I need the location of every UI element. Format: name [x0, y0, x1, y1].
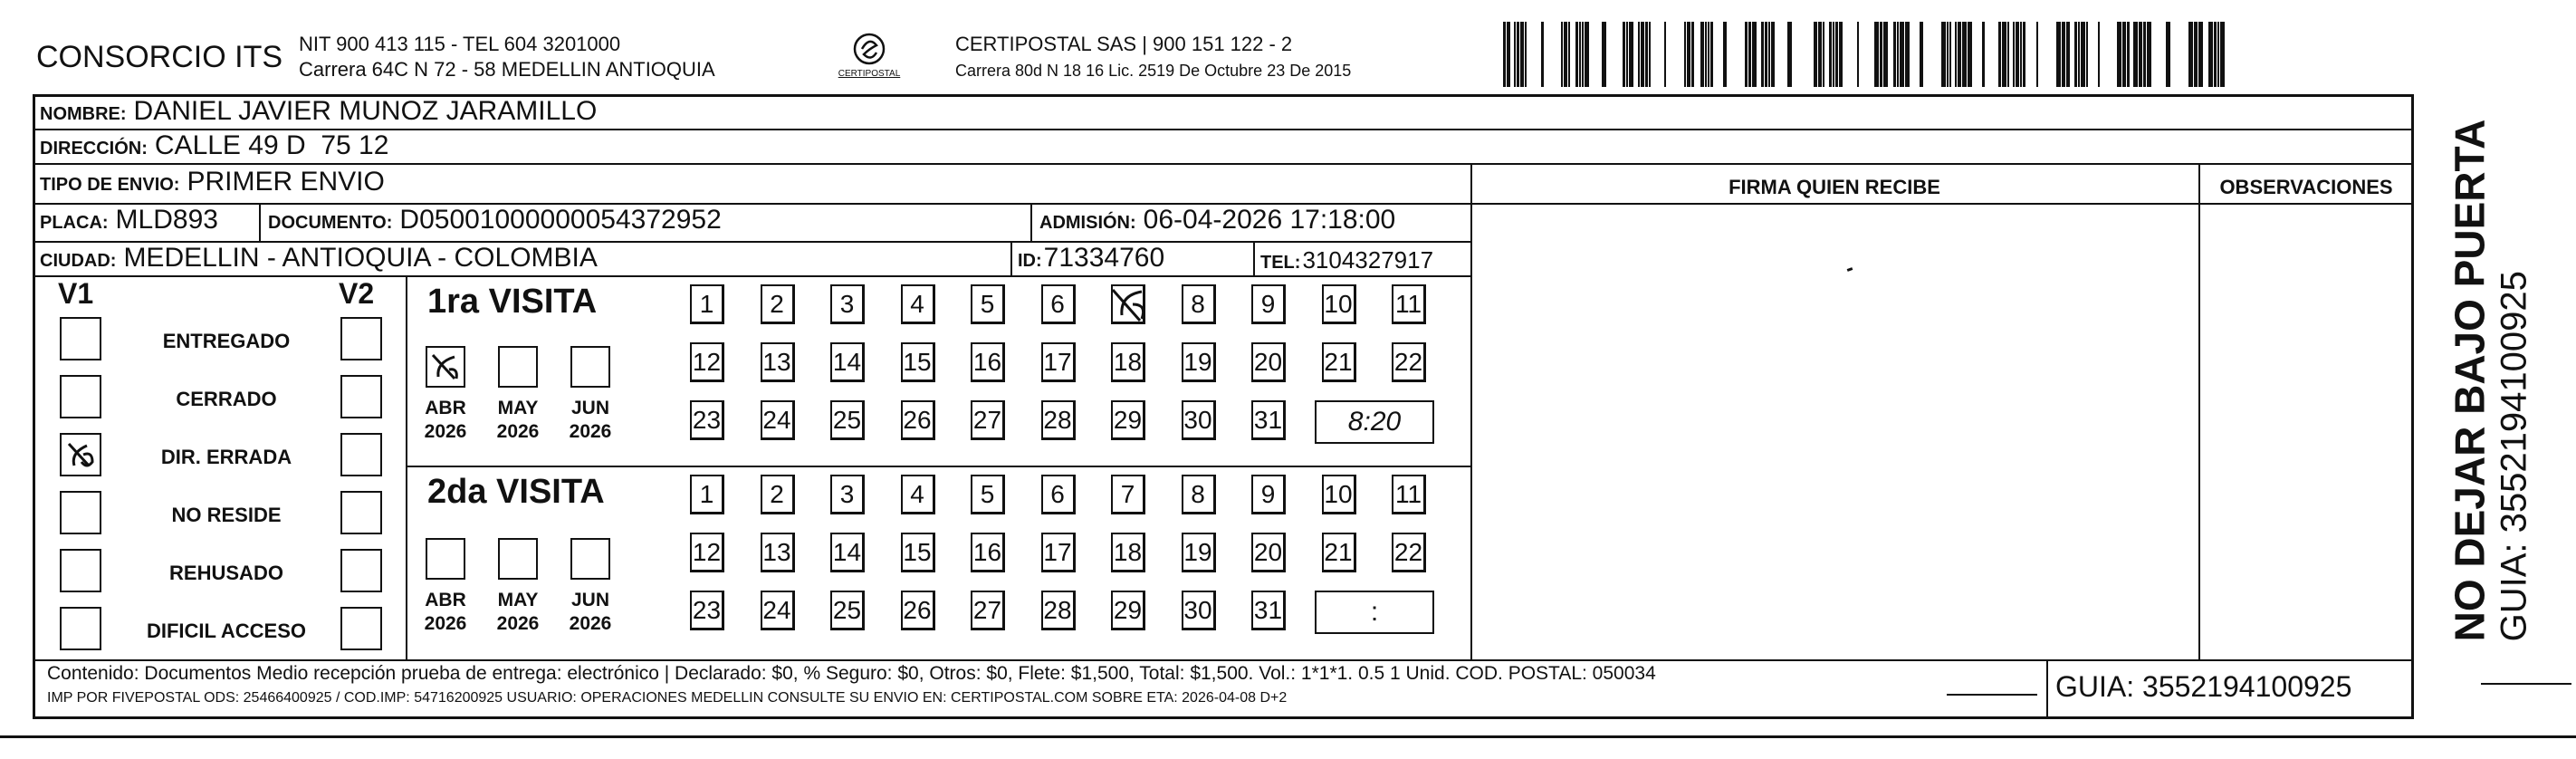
id-value: 71334760: [1043, 243, 1165, 273]
day-box[interactable]: 26: [901, 591, 935, 630]
v1-checkbox[interactable]: [60, 491, 101, 534]
barcode-bar: [1761, 22, 1764, 87]
company-name: CONSORCIO ITS: [36, 40, 283, 74]
day-box[interactable]: 28: [1041, 591, 1076, 630]
barcode-bar: [1525, 22, 1527, 87]
footer-print-info: IMP POR FIVEPOSTAL ODS: 25466400925 / COD.IMP: 54716200925 USUARIO: OPERACIONES MEDELLIN CONSULTE SU ENVIO EN: CERTIPOSTAL.COM SOBRE ETA: 2026-04-08 D+2: [47, 690, 1288, 706]
day-box[interactable]: 14: [830, 342, 865, 382]
barcode-bar: [1520, 22, 1524, 87]
barcode-bar: [2208, 22, 2213, 87]
barcode-bar: [1748, 22, 1751, 87]
admision-row: [1039, 205, 1395, 235]
month-checkbox[interactable]: [570, 538, 610, 580]
logo-caption: CERTIPOSTAL: [838, 69, 901, 79]
barcode-bar: [1949, 22, 1951, 87]
status-label: ENTREGADO: [162, 330, 291, 352]
day-box[interactable]: 23: [690, 591, 724, 630]
day-box[interactable]: 12: [690, 533, 724, 572]
no-dejar-bajo-puerta: NO DEJAR BAJO PUERTA: [2446, 119, 2494, 642]
month-checkbox[interactable]: [570, 346, 610, 388]
barcode-bar: [1998, 22, 2001, 87]
barcode-bar: [2023, 22, 2025, 87]
day-box[interactable]: 16: [971, 533, 1005, 572]
v2-checkbox[interactable]: [340, 317, 382, 360]
barcode-bar: [2220, 22, 2225, 87]
year-label: 2026: [424, 421, 467, 442]
year-label: 2026: [496, 613, 540, 634]
tipo-envio-value: PRIMER ENVIO: [187, 167, 385, 197]
ciudad-value: MEDELLIN - ANTIOQUIA - COLOMBIA: [123, 243, 598, 273]
day-box-marked[interactable]: [1111, 284, 1145, 324]
barcode-bar: [2117, 22, 2121, 87]
barcode-bar: [2007, 22, 2009, 87]
nombre-row: [40, 96, 597, 127]
day-box[interactable]: 24: [761, 400, 795, 440]
barcode-bar: [2198, 22, 2203, 87]
day-box[interactable]: 3: [830, 284, 865, 324]
month-label: MAY: [497, 590, 539, 610]
certipostal-nit: CERTIPOSTAL SAS | 900 151 122 - 2: [955, 33, 1293, 55]
barcode-bar: [1705, 22, 1707, 87]
day-box[interactable]: 9: [1251, 475, 1286, 514]
tel-row: [1260, 246, 1433, 274]
barcode-bar: [1582, 22, 1584, 87]
v1-checkbox[interactable]: [60, 549, 101, 592]
day-box[interactable]: 13: [761, 342, 795, 382]
day-box[interactable]: 1: [690, 475, 724, 514]
day-box[interactable]: 17: [1041, 533, 1076, 572]
month-label: JUN: [570, 590, 609, 610]
edge-line-bottom: [0, 735, 2576, 738]
day-box[interactable]: 6: [1041, 284, 1076, 324]
barcode-bar: [1823, 22, 1824, 87]
company-address: Carrera 64C N 72 - 58 MEDELLIN ANTIOQUIA: [299, 58, 715, 81]
barcode-bar: [1857, 22, 1859, 87]
barcode-bar: [1561, 22, 1563, 87]
footer-content: Contenido: Documentos Medio recepción prueba de entrega: electrónico | Declarado: $0, % Seguro: $0, Otros: $0, Flete: $1,500, Total: $1,500. Vol.: 1*1*1. 0.5 1 Unid. COD. POSTAL: 050034: [47, 663, 1656, 684]
barcode-bar: [1626, 22, 1628, 87]
barcode-bar: [2016, 22, 2019, 87]
v1-checkbox[interactable]: [60, 317, 101, 360]
v1-checkbox[interactable]: [60, 375, 101, 418]
day-box[interactable]: 11: [1392, 475, 1426, 514]
certipostal-logo: [833, 31, 905, 87]
day-box[interactable]: 19: [1182, 533, 1216, 572]
day-box[interactable]: 29: [1111, 591, 1145, 630]
barcode-bar: [1833, 22, 1834, 87]
barcode-bar: [1768, 22, 1770, 87]
barcode-bar: [1941, 22, 1946, 87]
barcode-bar: [2217, 22, 2219, 87]
day-box[interactable]: 20: [1251, 342, 1286, 382]
day-box[interactable]: 23: [690, 400, 724, 440]
day-box[interactable]: 21: [1322, 533, 1356, 572]
side-notice: [2408, 119, 2571, 642]
barcode-bar: [1585, 22, 1589, 87]
barcode-bar: [1883, 22, 1888, 87]
day-box[interactable]: 18: [1111, 533, 1145, 572]
time-box[interactable]: 8:20: [1315, 400, 1434, 444]
barcode-bar: [1649, 22, 1651, 87]
barcode-bar: [1700, 22, 1704, 87]
admision-label: ADMISIÓN:: [1039, 213, 1136, 233]
barcode-bar: [2214, 22, 2217, 87]
month-checkbox[interactable]: [498, 538, 538, 580]
day-box[interactable]: 9: [1251, 284, 1286, 324]
v2-checkbox[interactable]: [340, 607, 382, 650]
signature-area[interactable]: [1472, 205, 2197, 658]
day-box[interactable]: 20: [1251, 533, 1286, 572]
barcode-bar: [1900, 22, 1904, 87]
day-box[interactable]: 24: [761, 591, 795, 630]
day-box[interactable]: 18: [1111, 342, 1145, 382]
status-label: DIR. ERRADA: [160, 446, 292, 468]
barcode-bar: [1839, 22, 1843, 87]
barcode-bar: [2062, 22, 2065, 87]
day-box[interactable]: 2: [761, 284, 795, 324]
certipostal-address: Carrera 80d N 18 16 Lic. 2519 De Octubre 23 De 2015: [955, 62, 1352, 80]
barcode-bar: [2188, 22, 2193, 87]
documento-value: D05001000000054372952: [399, 205, 722, 235]
barcode-bar: [1874, 22, 1879, 87]
barcode-bar: [1710, 22, 1713, 87]
barcode-bar: [2086, 22, 2088, 87]
status-label: NO RESIDE: [171, 504, 282, 526]
day-box[interactable]: 2: [761, 475, 795, 514]
barcode-bar: [2194, 22, 2198, 87]
barcode-bar: [1579, 22, 1581, 87]
day-box[interactable]: 26: [901, 400, 935, 440]
day-box[interactable]: 5: [971, 284, 1005, 324]
barcode-bar: [1897, 22, 1899, 87]
day-box[interactable]: 4: [901, 475, 935, 514]
id-row: [1018, 243, 1164, 274]
barcode-bar: [2098, 22, 2100, 87]
visit-1-title: 1ra VISITA: [427, 283, 598, 321]
barcode-bar: [2166, 22, 2170, 87]
documento-label: DOCUMENTO:: [268, 213, 393, 233]
day-box[interactable]: 12: [690, 342, 724, 382]
barcode-bar: [1629, 22, 1633, 87]
day-box[interactable]: 17: [1041, 342, 1076, 382]
barcode-bar: [2127, 22, 2130, 87]
barcode-bar: [1638, 22, 1640, 87]
barcode-bar: [1664, 22, 1666, 87]
day-box[interactable]: 6: [1041, 475, 1076, 514]
barcode-bar: [1645, 22, 1648, 87]
barcode-bar: [1982, 22, 1985, 87]
barcode-bar: [2133, 22, 2138, 87]
year-label: 2026: [424, 613, 467, 634]
barcode-bar: [1575, 22, 1578, 87]
barcode-bar: [1564, 22, 1567, 87]
nombre-label: NOMBRE:: [40, 104, 127, 124]
month-label: JUN: [570, 398, 609, 418]
day-box[interactable]: 3: [830, 475, 865, 514]
barcode-bar: [1955, 22, 1957, 87]
documento-row: [268, 205, 722, 235]
v1-checkbox-checked[interactable]: [60, 433, 101, 476]
day-box[interactable]: 13: [761, 533, 795, 572]
day-box[interactable]: 25: [830, 591, 865, 630]
month-label: MAY: [497, 398, 539, 418]
barcode-bar: [2013, 22, 2015, 87]
edge-line: [2481, 683, 2571, 685]
day-box[interactable]: 10: [1322, 475, 1356, 514]
barcode-bar: [1507, 22, 1510, 87]
day-box[interactable]: 14: [830, 533, 865, 572]
day-box[interactable]: 7: [1111, 475, 1145, 514]
day-box[interactable]: 29: [1111, 400, 1145, 440]
day-box[interactable]: 11: [1392, 284, 1426, 324]
barcode-bar: [1623, 22, 1625, 87]
barcode-bar: [1905, 22, 1910, 87]
barcode-bar: [1708, 22, 1709, 87]
direccion-row: [40, 130, 388, 161]
barcode-bar: [1687, 22, 1690, 87]
barcode-bar: [2056, 22, 2061, 87]
day-box[interactable]: 27: [971, 591, 1005, 630]
status-label: DIFICIL ACCESO: [146, 620, 306, 642]
day-box[interactable]: 28: [1041, 400, 1076, 440]
month-checkbox[interactable]: [498, 346, 538, 388]
day-box[interactable]: 25: [830, 400, 865, 440]
placa-label: PLACA:: [40, 213, 109, 233]
v2-checkbox[interactable]: [340, 375, 382, 418]
barcode-bar: [2122, 22, 2126, 87]
id-label: ID:: [1018, 251, 1042, 271]
barcode-bar: [1684, 22, 1686, 87]
v2-checkbox[interactable]: [340, 549, 382, 592]
barcode-bar: [2066, 22, 2070, 87]
barcode-bar: [1962, 22, 1967, 87]
tipo-envio-row: [40, 167, 385, 197]
ciudad-label: CIUDAD:: [40, 251, 117, 271]
year-label: 2026: [569, 613, 612, 634]
barcode-bar: [1818, 22, 1822, 87]
barcode: [1503, 22, 2227, 87]
v1-checkbox[interactable]: [60, 607, 101, 650]
placa-row: [40, 205, 218, 235]
barcode-bar: [1503, 22, 1506, 87]
day-box[interactable]: 31: [1251, 591, 1286, 630]
barcode-bar: [1787, 22, 1792, 87]
firma-header: FIRMA QUIEN RECIBE: [1729, 176, 1940, 198]
ciudad-row: [40, 243, 598, 274]
day-box[interactable]: 19: [1182, 342, 1216, 382]
barcode-bar: [1568, 22, 1570, 87]
barcode-bar: [2139, 22, 2142, 87]
time-box[interactable]: :: [1315, 591, 1434, 634]
barcode-bar: [1641, 22, 1644, 87]
year-label: 2026: [496, 421, 540, 442]
tipo-envio-label: TIPO DE ENVIO:: [40, 175, 180, 195]
barcode-bar: [2074, 22, 2077, 87]
barcode-bar: [1920, 22, 1923, 87]
day-box[interactable]: 5: [971, 475, 1005, 514]
barcode-bar: [1958, 22, 1961, 87]
v2-checkbox[interactable]: [340, 491, 382, 534]
admision-value: 06-04-2026 17:18:00: [1143, 205, 1396, 235]
month-checkbox[interactable]: [426, 538, 465, 580]
day-box[interactable]: 27: [971, 400, 1005, 440]
day-box[interactable]: 16: [971, 342, 1005, 382]
day-box[interactable]: 15: [901, 342, 935, 382]
day-box[interactable]: 4: [901, 284, 935, 324]
barcode-bar: [2081, 22, 2085, 87]
barcode-bar: [2036, 22, 2038, 87]
tel-value: 3104327917: [1302, 246, 1434, 274]
barcode-bar: [2143, 22, 2146, 87]
barcode-bar: [2002, 22, 2006, 87]
day-box[interactable]: 22: [1392, 342, 1426, 382]
barcode-bar: [2147, 22, 2151, 87]
visit-2-title: 2da VISITA: [427, 473, 605, 511]
day-box[interactable]: 30: [1182, 591, 1216, 630]
barcode-bar: [1968, 22, 1972, 87]
observaciones-header: OBSERVACIONES: [2219, 176, 2393, 198]
placa-value: MLD893: [115, 205, 218, 235]
barcode-bar: [1514, 22, 1516, 87]
day-box[interactable]: 10: [1322, 284, 1356, 324]
barcode-bar: [1541, 22, 1544, 87]
v2-header: V2: [339, 277, 375, 310]
barcode-bar: [1947, 22, 1949, 87]
status-label: CERRADO: [176, 388, 277, 410]
month-checkbox-checked[interactable]: [426, 346, 465, 388]
day-box[interactable]: 8: [1182, 284, 1216, 324]
barcode-bar: [1602, 22, 1606, 87]
barcode-bar: [1829, 22, 1832, 87]
month-label: ABR: [425, 590, 466, 610]
v1-header: V1: [58, 277, 94, 310]
barcode-bar: [1814, 22, 1817, 87]
barcode-bar: [1517, 22, 1519, 87]
day-box[interactable]: 1: [690, 284, 724, 324]
barcode-bar: [1835, 22, 1838, 87]
v2-checkbox[interactable]: [340, 433, 382, 476]
barcode-bar: [1723, 22, 1727, 87]
side-guia: GUIA: 3552194100925: [2494, 271, 2534, 642]
footer-divider: [1947, 694, 2037, 696]
month-label: ABR: [425, 398, 466, 418]
day-box[interactable]: 21: [1322, 342, 1356, 382]
barcode-bar: [1691, 22, 1694, 87]
barcode-bar: [1765, 22, 1767, 87]
status-label: REHUSADO: [169, 562, 283, 584]
direccion-label: DIRECCIÓN:: [40, 139, 148, 159]
nombre-value: DANIEL JAVIER MUNOZ JARAMILLO: [133, 96, 598, 126]
barcode-bar: [1752, 22, 1757, 87]
barcode-bar: [1880, 22, 1882, 87]
barcode-bar: [1745, 22, 1748, 87]
footer-guia: GUIA: 3552194100925: [2055, 670, 2352, 703]
day-box[interactable]: 30: [1182, 400, 1216, 440]
year-label: 2026: [569, 421, 612, 442]
barcode-bar: [2078, 22, 2080, 87]
barcode-bar: [1771, 22, 1775, 87]
day-box[interactable]: 8: [1182, 475, 1216, 514]
tel-label: TEL:: [1260, 253, 1301, 273]
observations-area[interactable]: [2200, 205, 2412, 658]
day-box[interactable]: 31: [1251, 400, 1286, 440]
company-nit: NIT 900 413 115 - TEL 604 3201000: [299, 33, 621, 55]
direccion-value: CALLE 49 D 75 12: [154, 130, 389, 160]
day-box[interactable]: 22: [1392, 533, 1426, 572]
barcode-bar: [1893, 22, 1896, 87]
day-box[interactable]: 15: [901, 533, 935, 572]
barcode-bar: [2020, 22, 2022, 87]
